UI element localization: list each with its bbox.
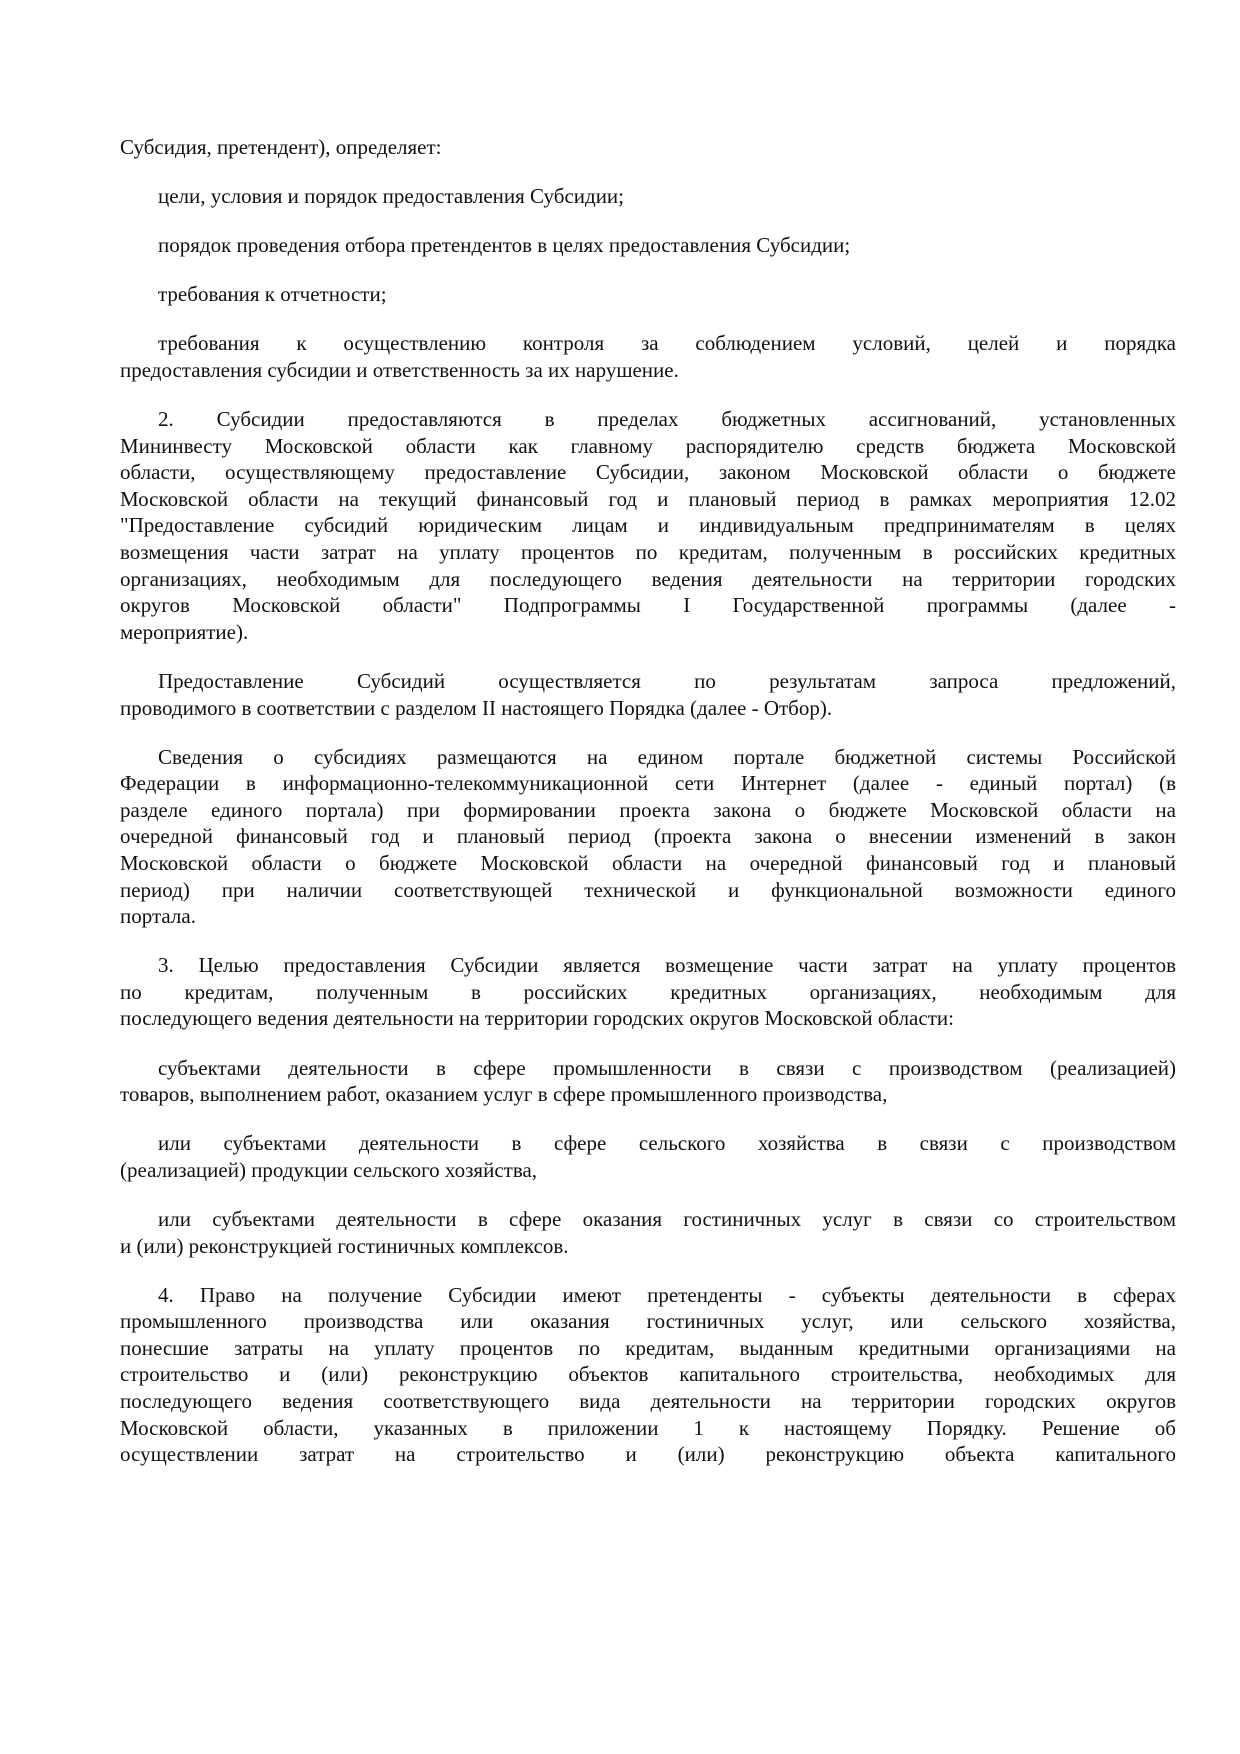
text-line: цели, условия и порядок предоставления Субсидии; xyxy=(158,184,624,209)
text-line: области, осуществляющему предоставление Субсидии, законом Московской области о бюджете xyxy=(120,460,1176,485)
text-line: товаров, выполнением работ, оказанием услуг в сфере промышленного производства, xyxy=(120,1082,888,1107)
paragraph xyxy=(120,134,1176,161)
document-page xyxy=(120,134,1176,1490)
paragraph xyxy=(120,952,1176,1032)
text-line: Субсидия, претендент), определяет: xyxy=(120,135,442,159)
paragraph xyxy=(120,281,1176,308)
text-line: мероприятие). xyxy=(120,619,249,644)
text-line: требования к отчетности; xyxy=(158,282,387,307)
text-line: строительство и (или) реконструкцию объектов капитального строительства, необходимых для xyxy=(120,1362,1176,1387)
text-line: (реализацией) продукции сельского хозяйства, xyxy=(120,1157,538,1182)
text-line: возмещения части затрат на уплату процентов по кредитам, полученным в российских кредитных xyxy=(120,540,1176,565)
paragraph xyxy=(120,232,1176,259)
text-line: или субъектами деятельности в сфере оказания гостиничных услуг в связи со строительством xyxy=(158,1206,1176,1231)
text-line: портала. xyxy=(120,904,196,929)
text-line: "Предоставление субсидий юридическим лицам и индивидуальным предпринимателям в целях xyxy=(120,513,1176,538)
text-line: округов Московской области" Подпрограммы I Государственной программы (далее - xyxy=(120,593,1176,618)
text-line: Сведения о субсидиях размещаются на едином портале бюджетной системы Российской xyxy=(158,744,1176,769)
paragraph xyxy=(120,668,1176,721)
text-line: осуществлении затрат на строительство и (или) реконструкцию объекта капитального xyxy=(120,1442,1176,1467)
text-line: Московской области о бюджете Московской области на очередной финансовый год и плановый xyxy=(120,850,1176,875)
paragraph xyxy=(120,406,1176,645)
text-line: 2. Субсидии предоставляются в пределах бюджетных ассигнований, установленных xyxy=(158,407,1176,432)
paragraph xyxy=(120,1282,1176,1468)
text-line: субъектами деятельности в сфере промышленности в связи с производством (реализацией) xyxy=(158,1055,1176,1080)
text-line: Предоставление Субсидий осуществляется по результатам запроса предложений, xyxy=(158,668,1176,693)
paragraph xyxy=(120,183,1176,210)
text-line: Мининвесту Московской области как главному распорядителю средств бюджета Московской xyxy=(120,433,1176,458)
paragraph xyxy=(120,330,1176,383)
text-line: или субъектами деятельности в сфере сельского хозяйства в связи с производством xyxy=(158,1131,1176,1156)
text-line: Московской области на текущий финансовый год и плановый период в рамках мероприятия 12.02 xyxy=(120,486,1176,511)
text-line: предоставления субсидии и ответственность за их нарушение. xyxy=(120,357,679,382)
text-line: 4. Право на получение Субсидии имеют претенденты - субъекты деятельности в сферах xyxy=(158,1282,1176,1307)
paragraph xyxy=(120,744,1176,930)
text-line: организациях, необходимым для последующего ведения деятельности на территории городских xyxy=(120,566,1176,591)
text-line: порядок проведения отбора претендентов в целях предоставления Субсидии; xyxy=(158,233,851,258)
paragraph xyxy=(120,1130,1176,1183)
text-line: промышленного производства или оказания гостиничных услуг, или сельского хозяйства, xyxy=(120,1309,1176,1334)
text-line: последующего ведения деятельности на территории городских округов Московской области: xyxy=(120,1006,954,1031)
text-line: и (или) реконструкцией гостиничных комплексов. xyxy=(120,1233,569,1258)
text-line: Московской области, указанных в приложении 1 к настоящему Порядку. Решение об xyxy=(120,1415,1176,1440)
text-line: Федерации в информационно-телекоммуникационной сети Интернет (далее - единый портал) (в xyxy=(120,771,1176,796)
text-line: период) при наличии соответствующей технической и функциональной возможности единого xyxy=(120,877,1176,902)
text-line: понесшие затраты на уплату процентов по кредитам, выданным кредитными организациями на xyxy=(120,1335,1176,1360)
paragraph xyxy=(120,1055,1176,1108)
text-line: требования к осуществлению контроля за соблюдением условий, целей и порядка xyxy=(158,331,1176,356)
paragraph xyxy=(120,1206,1176,1259)
text-line: очередной финансовый год и плановый период (проекта закона о внесении изменений в закон xyxy=(120,824,1176,849)
text-line: 3. Целью предоставления Субсидии является возмещение части затрат на уплату процентов xyxy=(158,953,1176,978)
text-line: проводимого в соответствии с разделом II настоящего Порядка (далее - Отбор). xyxy=(120,695,833,720)
text-line: по кредитам, полученным в российских кредитных организациях, необходимым для xyxy=(120,979,1176,1004)
text-line: последующего ведения соответствующего вида деятельности на территории городских округов xyxy=(120,1388,1176,1413)
text-line: разделе единого портала) при формировании проекта закона о бюджете Московской области на xyxy=(120,797,1176,822)
